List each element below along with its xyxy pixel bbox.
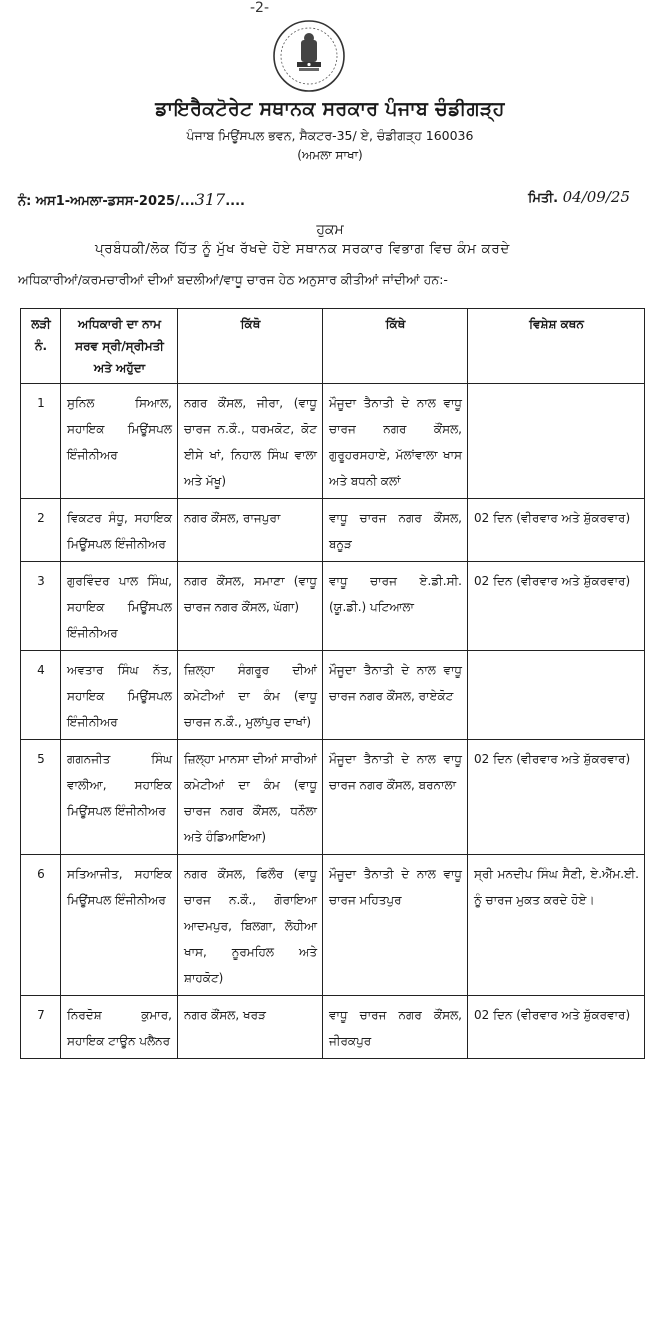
reference-dots: ... xyxy=(179,194,195,209)
cell-remarks xyxy=(468,651,645,740)
table-row xyxy=(21,855,645,996)
cell-to: ਮੌਜੂਦਾ ਤੈਨਾਤੀ ਦੇ ਨਾਲ ਵਾਧੂ ਚਾਰਜ ਨਗਰ ਕੌਂਸਲ, ਗੁਰੂਹਰਸਹਾਏ, ਮੱਲਾਂਵਾਲਾ ਖਾਸ ਅਤੇ ਬਧਨੀ ਕਲਾਂ xyxy=(323,384,468,499)
cell-serial: 4 xyxy=(21,651,61,740)
state-emblem-icon xyxy=(268,18,350,94)
cell-officer-name: ਗੁਰਵਿੰਦਰ ਪਾਲ ਸਿੰਘ, ਸਹਾਇਕ ਮਿਊਂਸਪਲ ਇੰਜੀਨੀਅਰ xyxy=(61,562,178,651)
date-value: 04/09/25 xyxy=(562,188,630,206)
cell-to: ਵਾਧੂ ਚਾਰਜ ਨਗਰ ਕੌਂਸਲ, ਬਨੂੜ xyxy=(323,499,468,562)
table-row xyxy=(21,562,645,651)
cell-from: ਜ਼ਿਲ੍ਹਾ ਮਾਨਸਾ ਦੀਆਂ ਸਾਰੀਆਂ ਕਮੇਟੀਆਂ ਦਾ ਕੰਮ (ਵਾਧੂ ਚਾਰਜ ਨਗਰ ਕੌਂਸਲ, ਧਨੌਲਾ ਅਤੇ ਹੰਡਿਆਇਆ) xyxy=(178,740,323,855)
header-officer-name: ਅਧਿਕਾਰੀ ਦਾ ਨਾਮ ਸਰਵ ਸ੍ਰੀ/ਸ੍ਰੀਮਤੀ ਅਤੇ ਅਹੁੱਦਾ xyxy=(61,309,178,384)
reference-prefix: ਨੰ: ਅਸ1-ਅਮਲਾ-ਡਸਸ-2025/ xyxy=(18,194,180,209)
table-header-row xyxy=(21,309,645,384)
cell-officer-name: ਅਵਤਾਰ ਸਿੰਘ ਨੱਤ, ਸਹਾਇਕ ਮਿਊਂਸਪਲ ਇੰਜੀਨੀਅਰ xyxy=(61,651,178,740)
cell-officer-name: ਨਿਰਦੋਸ਼ ਕੁਮਾਰ, ਸਹਾਇਕ ਟਾਊਨ ਪਲੈਨਰ xyxy=(61,996,178,1059)
order-intro-line1: ਪ੍ਰਬੰਧਕੀ/ਲੋਕ ਹਿੱਤ ਨੂੰ ਮੁੱਖ ਰੱਖਦੇ ਹੋਏ ਸਥਾਨਕ ਸਰਕਾਰ ਵਿਭਾਗ ਵਿਚ ਕੰਮ ਕਰਦੇ xyxy=(95,241,510,257)
cell-serial: 6 xyxy=(21,855,61,996)
cell-remarks xyxy=(468,384,645,499)
cell-to: ਮੌਜੂਦਾ ਤੈਨਾਤੀ ਦੇ ਨਾਲ ਵਾਧੂ ਚਾਰਜ ਨਗਰ ਕੌਂਸਲ, ਬਰਨਾਲਾ xyxy=(323,740,468,855)
cell-remarks: 02 ਦਿਨ (ਵੀਰਵਾਰ ਅਤੇ ਸ਼ੁੱਕਰਵਾਰ) xyxy=(468,996,645,1059)
cell-serial: 7 xyxy=(21,996,61,1059)
date-label: ਮਿਤੀ. xyxy=(528,191,559,206)
cell-officer-name: ਸਤਿਆਜੀਤ, ਸਹਾਇਕ ਮਿਊਂਸਪਲ ਇੰਜੀਨੀਅਰ xyxy=(61,855,178,996)
table-row xyxy=(21,740,645,855)
cell-from: ਜ਼ਿਲ੍ਹਾ ਸੰਗਰੂਰ ਦੀਆਂ ਕਮੇਟੀਆਂ ਦਾ ਕੰਮ (ਵਾਧੂ ਚਾਰਜ ਨ.ਕੌ., ਮੁਲਾਂਪੁਰ ਦਾਖਾਂ) xyxy=(178,651,323,740)
cell-to: ਵਾਧੂ ਚਾਰਜ ਨਗਰ ਕੌਂਸਲ, ਜੀਰਕਪੁਰ xyxy=(323,996,468,1059)
branch-label: (ਅਮਲਾ ਸਾਖਾ) xyxy=(297,148,363,162)
cell-serial: 5 xyxy=(21,740,61,855)
order-heading: ਹੁਕਮ xyxy=(316,222,344,238)
header-to: ਕਿੱਥੇ xyxy=(323,309,468,384)
cell-from: ਨਗਰ ਕੌਂਸਲ, ਰਾਜਪੁਰਾ xyxy=(178,499,323,562)
cell-remarks: 02 ਦਿਨ (ਵੀਰਵਾਰ ਅਤੇ ਸ਼ੁੱਕਰਵਾਰ) xyxy=(468,740,645,855)
cell-serial: 1 xyxy=(21,384,61,499)
cell-to: ਮੌਜੂਦਾ ਤੈਨਾਤੀ ਦੇ ਨਾਲ ਵਾਧੂ ਚਾਰਜ ਨਗਰ ਕੌਂਸਲ, ਰਾਏਕੋਟ xyxy=(323,651,468,740)
cell-officer-name: ਗਗਨਜੀਤ ਸਿੰਘ ਵਾਲੀਆ, ਸਹਾਇਕ ਮਿਊਂਸਪਲ ਇੰਜੀਨੀਅਰ xyxy=(61,740,178,855)
department-title: ਡਾਇਰੈਕਟੋਰੇਟ ਸਥਾਨਕ ਸਰਕਾਰ ਪੰਜਾਬ ਚੰਡੀਗੜ੍ਹ xyxy=(155,98,505,120)
cell-remarks: ਸ੍ਰੀ ਮਨਦੀਪ ਸਿੰਘ ਸੈਣੀ, ਏ.ਐੱਮ.ਈ. ਨੂੰ ਚਾਰਜ ਮੁਕਤ ਕਰਦੇ ਹੋਏ। xyxy=(468,855,645,996)
table-row xyxy=(21,996,645,1059)
cell-officer-name: ਸੁਨਿਲ ਸਿਆਲ, ਸਹਾਇਕ ਮਿਊਂਸਪਲ ਇੰਜੀਨੀਅਰ xyxy=(61,384,178,499)
cell-from: ਨਗਰ ਕੌਂਸਲ, ਜੀਰਾ, (ਵਾਧੂ ਚਾਰਜ ਨ.ਕੌ., ਧਰਮਕੋਟ, ਕੋਟ ਈਸੇ ਖਾਂ, ਨਿਹਾਲ ਸਿੰਘ ਵਾਲਾ ਅਤੇ ਮੱਖੂ) xyxy=(178,384,323,499)
reference-number xyxy=(18,190,245,209)
reference-handwritten-number: 317 xyxy=(194,190,226,209)
cell-from: ਨਗਰ ਕੌਂਸਲ, ਸਮਾਣਾ (ਵਾਧੂ ਚਾਰਜ ਨਗਰ ਕੌਂਸਲ, ਘੱਗਾ) xyxy=(178,562,323,651)
order-date xyxy=(528,188,630,206)
cell-to: ਮੌਜੂਦਾ ਤੈਨਾਤੀ ਦੇ ਨਾਲ ਵਾਧੂ ਚਾਰਜ ਮਹਿਤਪੁਰ xyxy=(323,855,468,996)
table-row xyxy=(21,499,645,562)
cell-serial: 2 xyxy=(21,499,61,562)
order-intro-line2: ਅਧਿਕਾਰੀਆਂ/ਕਰਮਚਾਰੀਆਂ ਦੀਆਂ ਬਦਲੀਆਂ/ਵਾਧੂ ਚਾਰਜ ਹੇਠ ਅਨੁਸਾਰ ਕੀਤੀਆਂ ਜਾਂਦੀਆਂ ਹਨ:- xyxy=(18,272,448,287)
table-row xyxy=(21,384,645,499)
cell-from: ਨਗਰ ਕੌਂਸਲ, ਖਰੜ xyxy=(178,996,323,1059)
header-serial: ਲੜੀ ਨੰ. xyxy=(21,309,61,384)
cell-remarks: 02 ਦਿਨ (ਵੀਰਵਾਰ ਅਤੇ ਸ਼ੁੱਕਰਵਾਰ) xyxy=(468,499,645,562)
cell-from: ਨਗਰ ਕੌਂਸਲ, ਫਿਲੌਰ (ਵਾਧੂ ਚਾਰਜ ਨ.ਕੌ., ਗੋਰਾਇਆ ਆਦਮਪੁਰ, ਬਿਲਗਾ, ਲੋਹੀਆ ਖਾਸ, ਨੂਰਮਹਿਲ ਅਤੇ ਸ਼ਾਹਕੋਟ) xyxy=(178,855,323,996)
table-row xyxy=(21,651,645,740)
cell-to: ਵਾਧੂ ਚਾਰਜ ਏ.ਡੀ.ਸੀ. (ਯੂ.ਡੀ.) ਪਟਿਆਲਾ xyxy=(323,562,468,651)
page-mark: -2- xyxy=(250,0,270,16)
department-address: ਪੰਜਾਬ ਮਿਊਂਸਪਲ ਭਵਨ, ਸੈਕਟਰ-35/ ਏ, ਚੰਡੀਗੜ੍ਹ 160036 xyxy=(186,128,474,143)
cell-remarks: 02 ਦਿਨ (ਵੀਰਵਾਰ ਅਤੇ ਸ਼ੁੱਕਰਵਾਰ) xyxy=(468,562,645,651)
cell-officer-name: ਵਿਕਟਰ ਸੰਧੂ, ਸਹਾਇਕ ਮਿਊਂਸਪਲ ਇੰਜੀਨੀਅਰ xyxy=(61,499,178,562)
header-remarks: ਵਿਸ਼ੇਸ਼ ਕਥਨ xyxy=(468,309,645,384)
header-from: ਕਿੱਥੋ xyxy=(178,309,323,384)
reference-dots-end: .... xyxy=(225,194,245,209)
transfer-table xyxy=(20,308,645,1059)
cell-serial: 3 xyxy=(21,562,61,651)
